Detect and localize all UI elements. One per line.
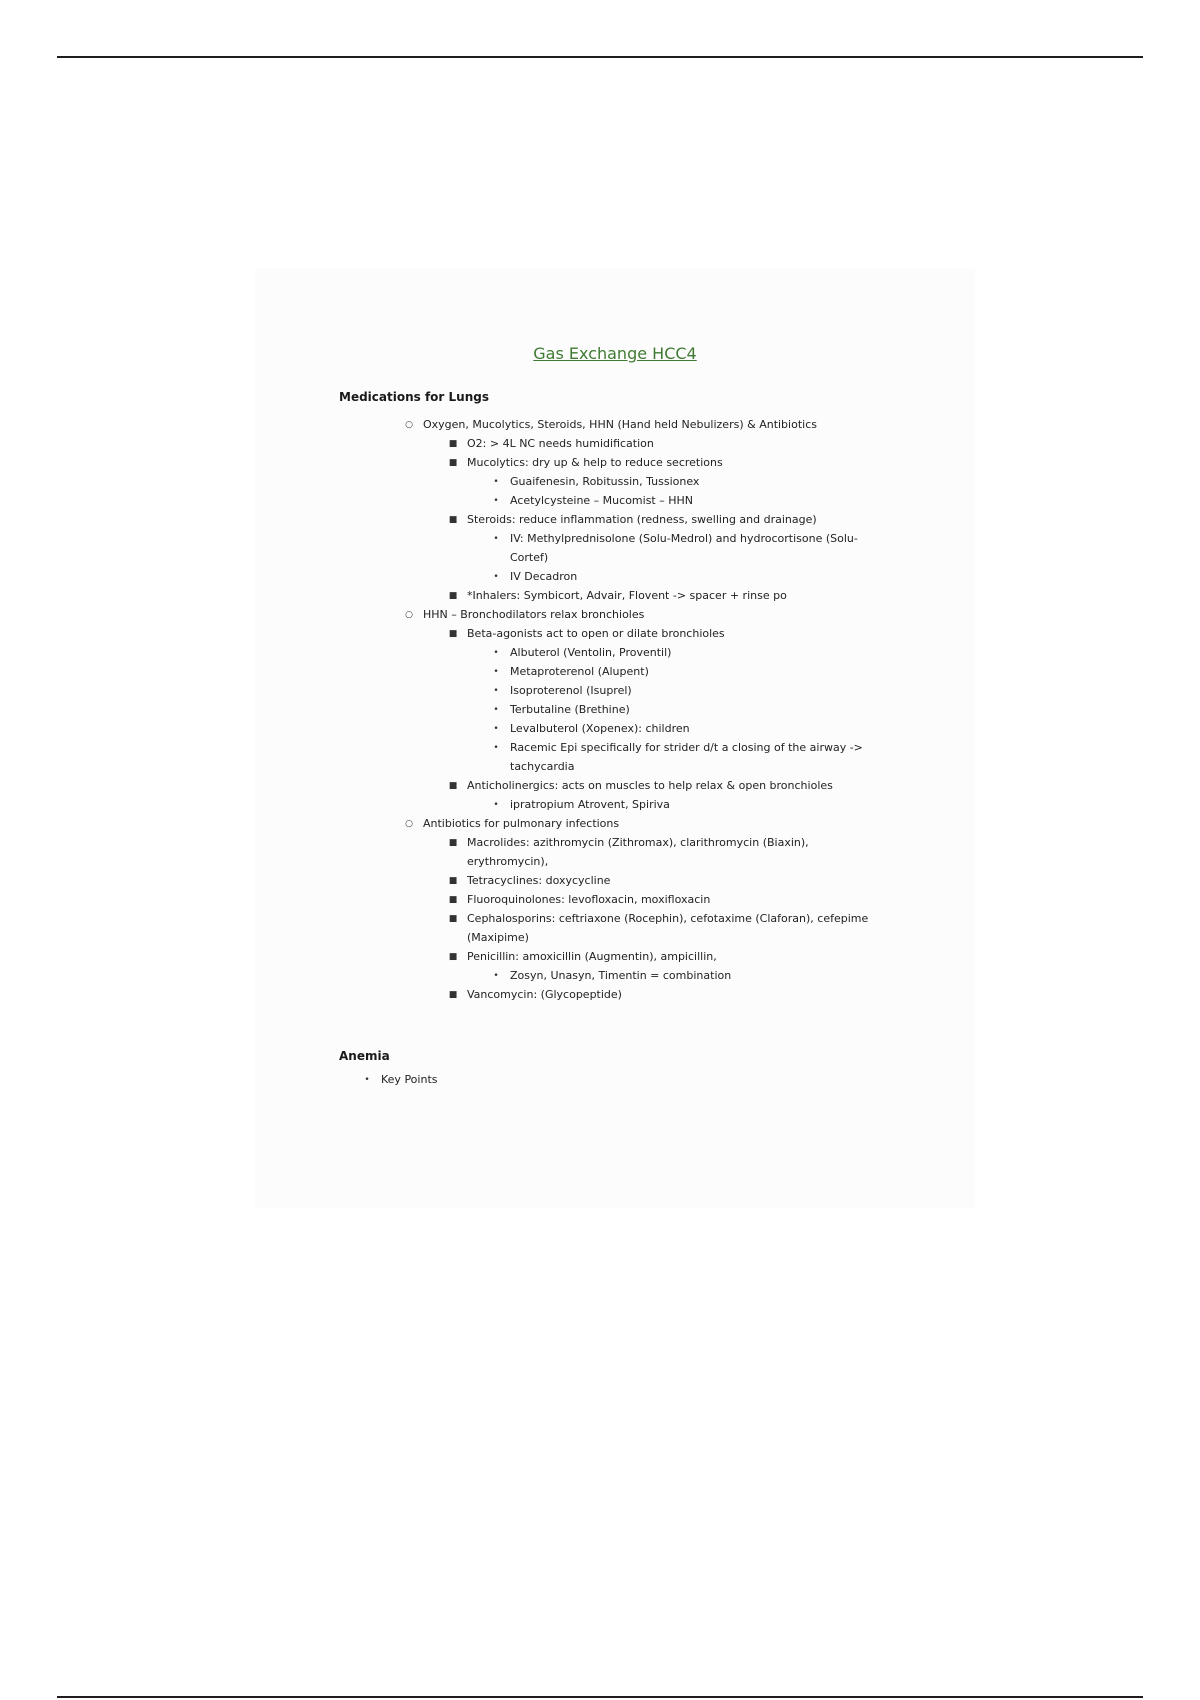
bullet-icon: ○	[405, 610, 413, 620]
outline-item-text: ipratropium Atrovent, Spiriva	[510, 798, 670, 811]
outline-item-text: Albuterol (Ventolin, Proventil)	[510, 646, 672, 659]
bullet-icon: ■	[448, 952, 458, 962]
outline-item	[493, 798, 670, 812]
outline-item	[493, 570, 578, 584]
bullet-icon: ■	[448, 990, 458, 1000]
bullet-icon: •	[493, 705, 499, 715]
section-heading-anemia: Anemia	[339, 1049, 390, 1063]
bullet-icon: ○	[405, 420, 413, 430]
outline-item-text: IV: Methylprednisolone (Solu-Medrol) and hydrocortisone (Solu-	[510, 532, 858, 545]
outline-item	[448, 513, 817, 527]
bullet-icon: •	[493, 743, 499, 753]
bullet-icon: •	[493, 648, 499, 658]
bullet-icon: ○	[405, 819, 413, 829]
outline-item-text: Beta-agonists act to open or dilate bronchioles	[467, 627, 725, 640]
outline-item-text: Antibiotics for pulmonary infections	[423, 817, 620, 830]
outline-item-text: Macrolides: azithromycin (Zithromax), clarithromycin (Biaxin),	[467, 836, 809, 849]
outline-item	[448, 950, 717, 964]
bullet-icon: •	[493, 686, 499, 696]
outline-item-text: Metaproterenol (Alupent)	[510, 665, 649, 678]
bullet-icon: •	[493, 800, 499, 810]
outline-item-text: Terbutaline (Brethine)	[510, 703, 630, 716]
outline-item	[405, 418, 817, 432]
bullet-icon: ■	[448, 458, 458, 468]
outline-item	[448, 456, 723, 470]
outline-item-text: erythromycin),	[467, 855, 549, 868]
bullet-icon: •	[364, 1075, 370, 1085]
outline-item	[493, 703, 630, 717]
outline-item-text: Zosyn, Unasyn, Timentin = combination	[510, 969, 732, 982]
document-title: Gas Exchange HCC4	[533, 344, 697, 363]
outline-item-text: Anticholinergics: acts on muscles to help relax & open bronchioles	[467, 779, 833, 792]
bullet-icon: ■	[448, 781, 458, 791]
bullet-icon: ■	[448, 591, 458, 601]
outline-item	[493, 665, 649, 679]
outline-item-text: (Maxipime)	[467, 931, 529, 944]
outline-item	[493, 684, 632, 698]
bullet-icon: •	[493, 572, 499, 582]
outline-item	[493, 494, 694, 508]
bottom-rule	[57, 1696, 1143, 1698]
outline-item-text: Isoproterenol (Isuprel)	[510, 684, 632, 697]
outline-item	[493, 646, 672, 660]
outline-item-text: Fluoroquinolones: levofloxacin, moxifloxacin	[467, 893, 711, 906]
bullet-icon: ■	[448, 515, 458, 525]
bullet-icon: ■	[448, 914, 458, 924]
top-rule	[57, 56, 1143, 58]
outline-item	[448, 779, 833, 793]
outline-item-text: Penicillin: amoxicillin (Augmentin), ampicillin,	[467, 950, 717, 963]
outline-item	[448, 893, 711, 907]
outline-item	[448, 627, 725, 641]
outline-item-text: Cephalosporins: ceftriaxone (Rocephin), cefotaxime (Claforan), cefepime	[467, 912, 869, 925]
outline-item	[493, 722, 690, 736]
bullet-icon: •	[493, 534, 499, 544]
outline-item-text: Guaifenesin, Robitussin, Tussionex	[510, 475, 700, 488]
outline-item	[493, 532, 858, 546]
outline-item	[493, 475, 700, 489]
bullet-icon: •	[493, 971, 499, 981]
outline-item-text: HHN – Bronchodilators relax bronchioles	[423, 608, 645, 621]
outline-item-text: Racemic Epi specifically for strider d/t a closing of the airway ->	[510, 741, 863, 754]
outline-item-text: IV Decadron	[510, 570, 578, 583]
bullet-icon: •	[493, 496, 499, 506]
bullet-icon: •	[493, 667, 499, 677]
outline-item	[467, 931, 529, 945]
outline-item	[493, 969, 732, 983]
outline-item	[510, 551, 548, 565]
outline-item	[448, 874, 611, 888]
outline-item-text: *Inhalers: Symbicort, Advair, Flovent -> spacer + rinse po	[467, 589, 787, 602]
outline-item	[493, 741, 863, 755]
outline-item	[405, 817, 620, 831]
bullet-icon: ■	[448, 629, 458, 639]
outline-item-text: Mucolytics: dry up & help to reduce secretions	[467, 456, 723, 469]
outline-item	[448, 988, 622, 1002]
outline-item-text: Cortef)	[510, 551, 549, 564]
outline-item	[448, 589, 787, 603]
outline-item-text: Vancomycin: (Glycopeptide)	[467, 988, 622, 1001]
outline-item-text: Oxygen, Mucolytics, Steroids, HHN (Hand held Nebulizers) & Antibiotics	[423, 418, 817, 431]
bullet-icon: ■	[448, 876, 458, 886]
outline-item-text: Levalbuterol (Xopenex): children	[510, 722, 690, 735]
bullet-icon: ■	[448, 895, 458, 905]
outline-item-text: O2: > 4L NC needs humidification	[467, 437, 654, 450]
outline-item	[467, 855, 548, 869]
bullet-icon: ■	[448, 838, 458, 848]
outline-item-text: Tetracyclines: doxycycline	[467, 874, 611, 887]
outline-item-text: tachycardia	[510, 760, 575, 773]
outline-item	[448, 912, 869, 926]
outline-item	[405, 608, 645, 622]
outline-item	[364, 1073, 438, 1087]
section-heading-medications-for-lungs: Medications for Lungs	[339, 390, 489, 404]
outline-item	[510, 760, 574, 774]
bullet-icon: ■	[448, 439, 458, 449]
outline-item-text: Key Points	[381, 1073, 438, 1086]
bullet-icon: •	[493, 477, 499, 487]
bullet-icon: •	[493, 724, 499, 734]
document-page	[255, 268, 975, 1208]
outline-item-text: Steroids: reduce inflammation (redness, swelling and drainage)	[467, 513, 817, 526]
outline-item-text: Acetylcysteine – Mucomist – HHN	[510, 494, 694, 507]
outline-item	[448, 836, 809, 850]
outline-item	[448, 437, 654, 451]
